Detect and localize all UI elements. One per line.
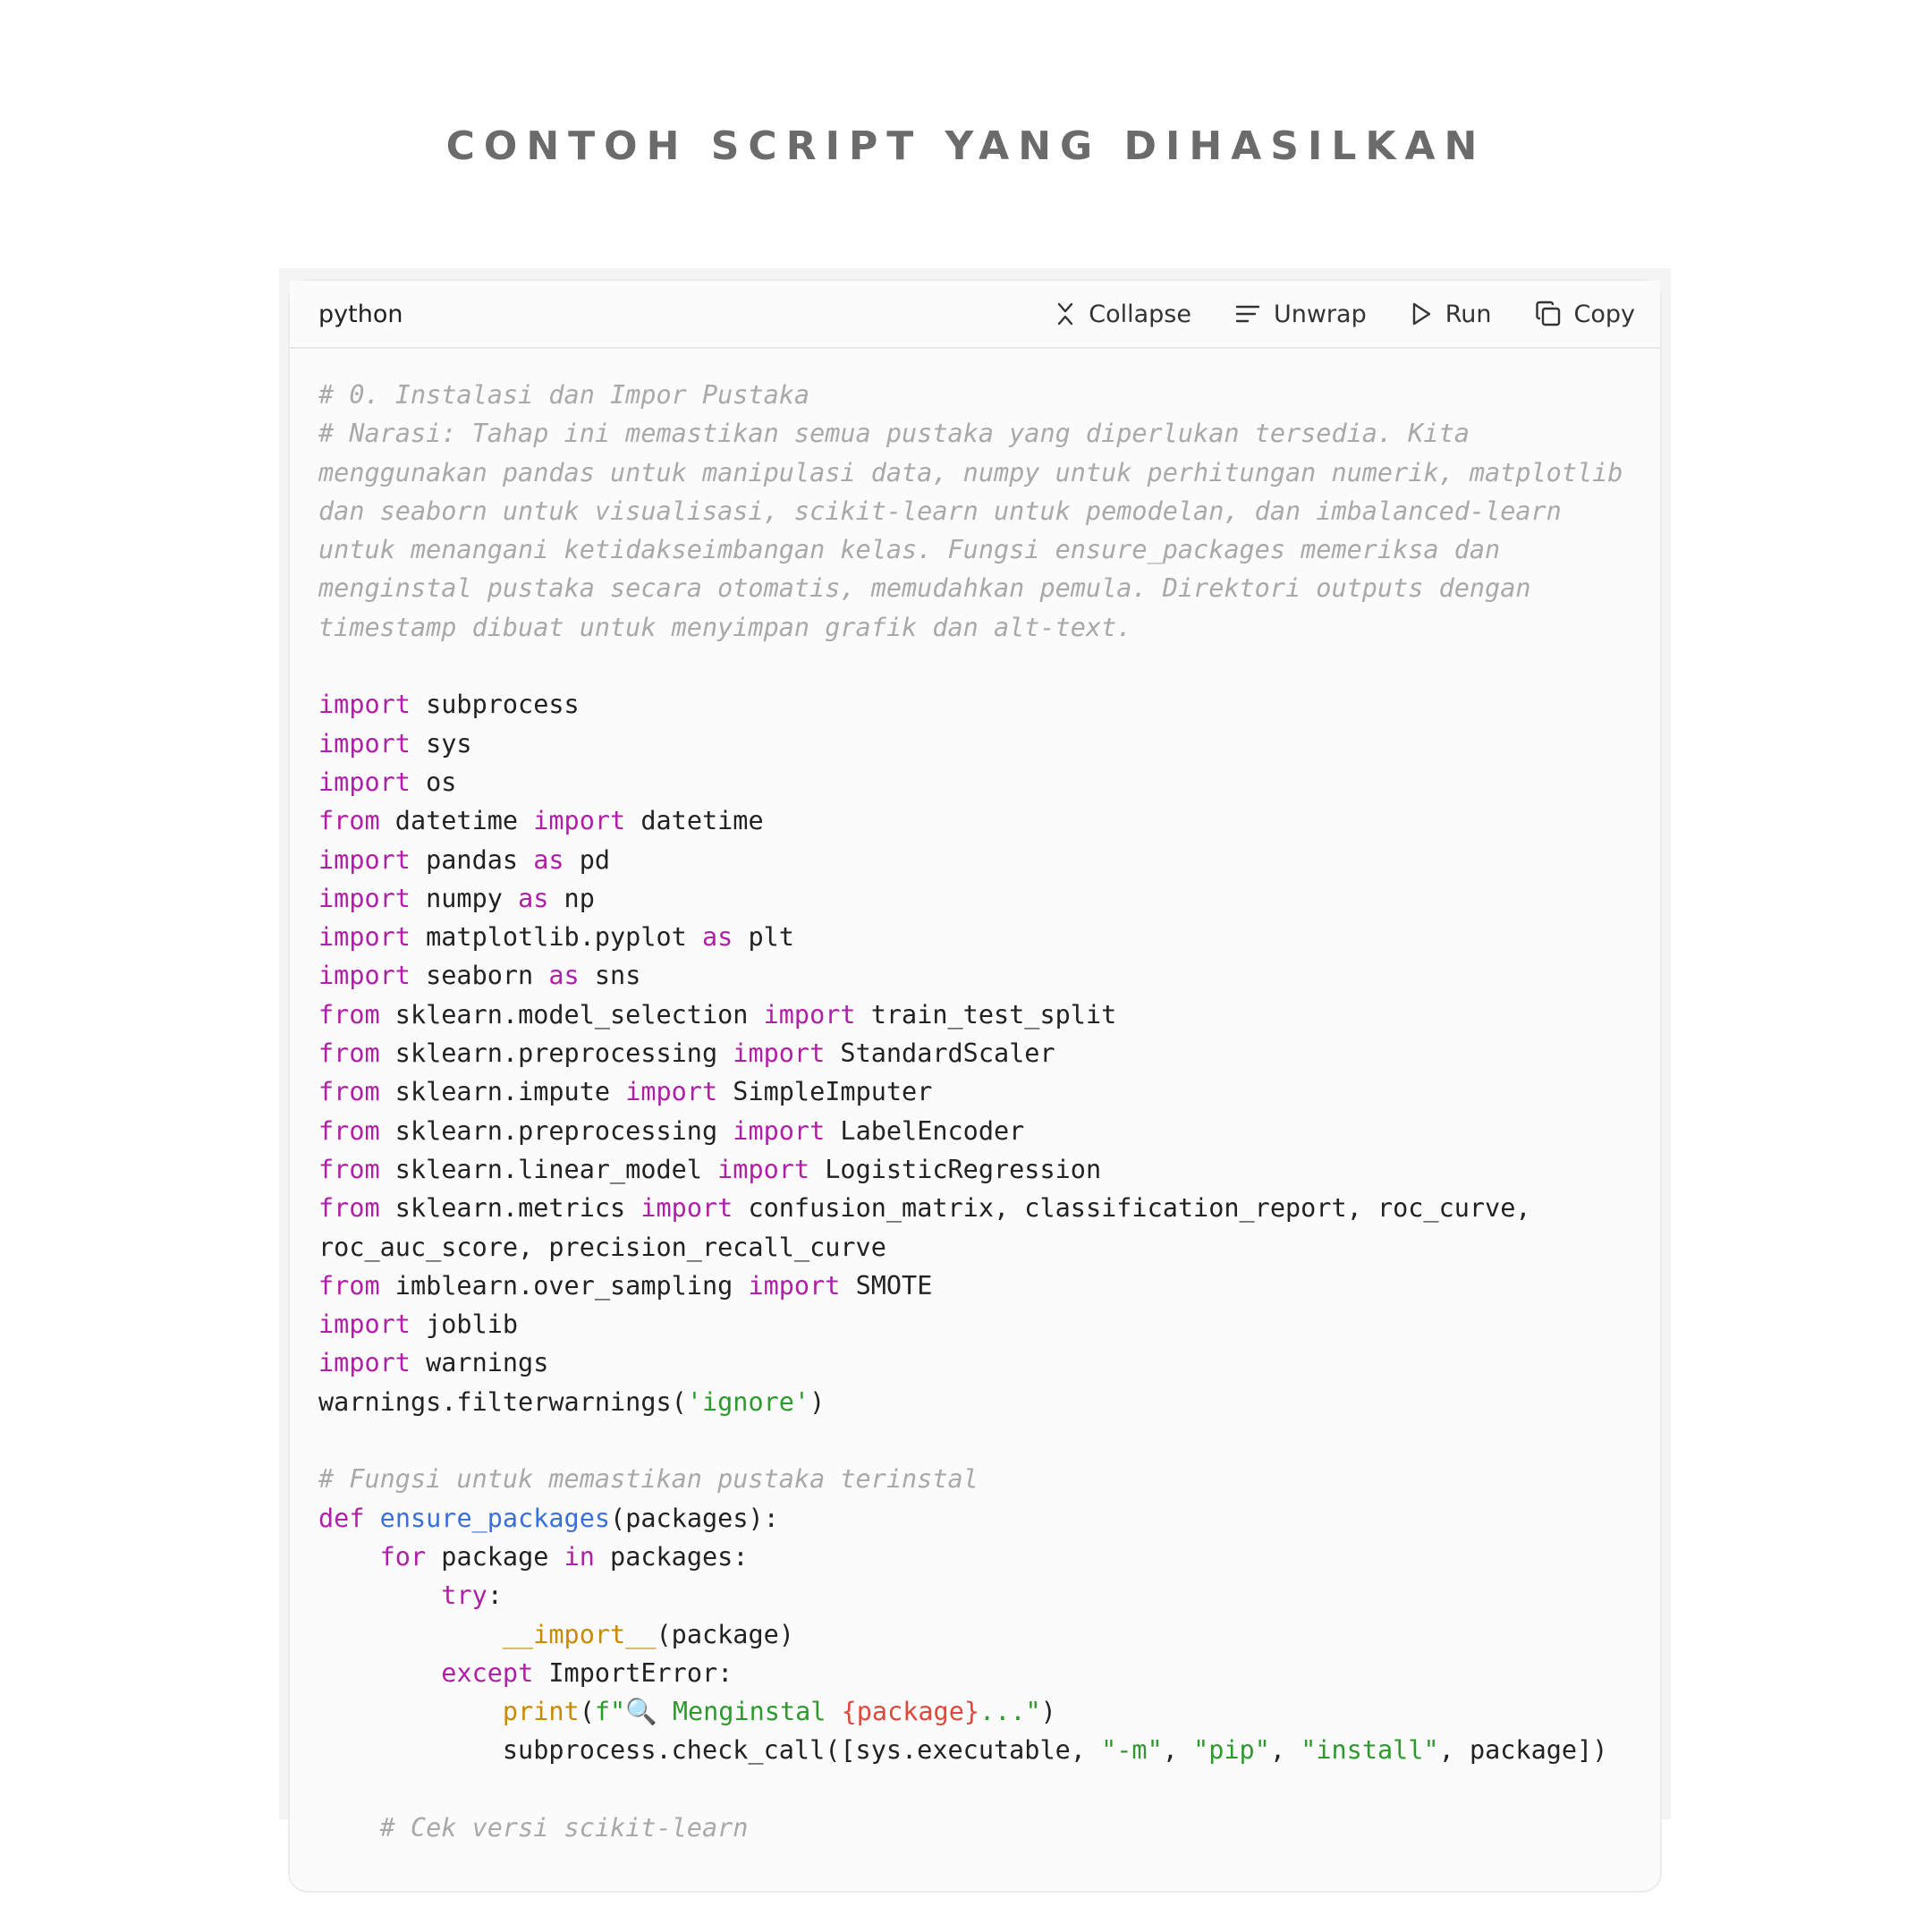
code-line	[318, 724, 1631, 763]
code-line	[318, 1692, 1631, 1731]
code-token: import	[318, 961, 411, 991]
copy-icon	[1535, 301, 1562, 327]
code-body	[290, 349, 1660, 1847]
code-line	[318, 1072, 1631, 1111]
code-token: menggunakan pandas untuk manipulasi data, numpy untuk perhitungan numerik, matplotlib	[318, 457, 1623, 487]
code-token: import	[717, 1154, 810, 1184]
code-token: (	[579, 1697, 595, 1727]
code-line	[318, 841, 1631, 879]
code-line	[318, 1383, 1631, 1421]
code-token: sys	[410, 728, 472, 758]
code-token: from	[318, 1270, 380, 1301]
code-token: ..."	[979, 1697, 1041, 1727]
code-token	[364, 1504, 379, 1533]
code-token: __import__	[502, 1619, 657, 1649]
code-line	[318, 608, 1631, 647]
code-token: from	[318, 1193, 380, 1224]
code-token: # Cek versi scikit-learn	[379, 1812, 749, 1843]
code-line	[318, 879, 1631, 918]
code-line	[318, 414, 1631, 453]
code-token: datetime	[379, 806, 534, 836]
code-token: f"🔍 Menginstal	[594, 1697, 842, 1727]
code-token: import	[318, 767, 411, 797]
code-token: "install"	[1301, 1735, 1439, 1766]
code-line	[318, 1228, 1631, 1267]
code-token: sklearn.preprocessing	[379, 1038, 733, 1069]
code-token: )	[809, 1386, 826, 1417]
code-token: ,	[1162, 1735, 1194, 1766]
code-token: timestamp dibuat untuk menyimpan grafik dan alt-text.	[318, 612, 1132, 642]
code-line	[318, 1343, 1631, 1382]
code-line	[318, 918, 1631, 956]
code-token: import	[318, 922, 411, 953]
code-token: untuk menangani ketidakseimbangan kelas. Fungsi ensure_packages memeriksa dan	[318, 535, 1501, 565]
code-token: from	[318, 1077, 380, 1107]
code-line	[318, 1538, 1631, 1576]
copy-button[interactable]	[1535, 301, 1636, 328]
code-token: import	[748, 1270, 841, 1301]
code-token: # 0. Instalasi dan Impor Pustaka	[318, 380, 810, 410]
code-token: LogisticRegression	[809, 1154, 1102, 1184]
code-token: "pip"	[1193, 1735, 1270, 1766]
unwrap-button[interactable]	[1234, 301, 1367, 328]
code-token: roc_auc_score, precision_recall_curve	[318, 1232, 886, 1262]
code-token: from	[318, 1115, 380, 1146]
code-line	[318, 492, 1631, 530]
collapse-icon	[1055, 301, 1076, 326]
code-token: )	[1040, 1697, 1056, 1727]
code-token: datetime	[625, 806, 764, 836]
code-line	[318, 1267, 1631, 1305]
code-line	[318, 1305, 1631, 1343]
run-label: Run	[1445, 300, 1492, 328]
collapse-label: Collapse	[1089, 300, 1191, 328]
code-token: ensure_packages	[379, 1503, 611, 1533]
code-line	[318, 1731, 1631, 1769]
code-token: packages:	[594, 1541, 749, 1572]
code-line	[318, 1615, 1631, 1654]
code-token: {package}	[841, 1697, 980, 1727]
code-line	[318, 1654, 1631, 1692]
code-token: import	[763, 999, 856, 1030]
code-token: (packages):	[610, 1503, 779, 1533]
code-line	[318, 685, 1631, 724]
code-token: sklearn.model_selection	[379, 999, 764, 1030]
code-token: import	[318, 1348, 411, 1378]
code-token: as	[548, 961, 580, 991]
code-token: for	[379, 1541, 427, 1572]
code-line	[318, 763, 1631, 801]
copy-label: Copy	[1573, 300, 1635, 328]
code-token: as	[533, 844, 564, 875]
unwrap-label: Unwrap	[1273, 300, 1367, 328]
code-line	[318, 1112, 1631, 1150]
code-line	[318, 376, 1631, 414]
code-token: print	[502, 1697, 580, 1727]
code-token: , package])	[1438, 1735, 1608, 1766]
code-token: # Fungsi untuk memastikan pustaka terinstal	[318, 1464, 979, 1495]
code-block-frame	[279, 268, 1671, 1843]
code-token: subprocess.check_call([sys.executable,	[318, 1735, 1102, 1766]
code-token: ,	[1269, 1735, 1301, 1766]
code-token: warnings	[410, 1348, 549, 1378]
code-line	[318, 1421, 1631, 1460]
code-token: try	[441, 1580, 487, 1611]
code-token: import	[733, 1038, 826, 1069]
code-token: sklearn.impute	[379, 1077, 626, 1107]
code-token	[318, 1658, 441, 1688]
code-content	[318, 376, 1631, 1847]
code-line	[318, 569, 1631, 607]
code-token: os	[410, 767, 457, 797]
code-token: pandas	[410, 844, 534, 875]
code-header	[290, 281, 1660, 349]
code-token: StandardScaler	[825, 1038, 1055, 1069]
code-line	[318, 1189, 1631, 1227]
page-title: CONTOH SCRIPT YANG DIHASILKAN	[445, 123, 1487, 169]
code-token: sns	[579, 961, 641, 991]
code-line	[318, 1770, 1631, 1809]
code-token: subprocess	[410, 690, 580, 720]
code-token: import	[318, 1309, 411, 1340]
code-token: from	[318, 806, 380, 836]
code-line	[318, 1499, 1631, 1538]
code-token: import	[318, 844, 411, 875]
code-token: np	[548, 883, 595, 913]
code-token: import	[733, 1115, 826, 1146]
code-token: "-m"	[1101, 1735, 1163, 1766]
code-line	[318, 1150, 1631, 1189]
code-line	[318, 801, 1631, 840]
code-token: import	[318, 690, 411, 720]
code-token: seaborn	[410, 961, 549, 991]
code-token: except	[441, 1657, 534, 1688]
code-line	[318, 530, 1631, 569]
code-token: confusion_matrix, classification_report, roc_curve,	[733, 1193, 1531, 1224]
code-token: matplotlib.pyplot	[410, 922, 702, 953]
code-token	[318, 1620, 503, 1649]
code-line	[318, 956, 1631, 995]
code-token: in	[564, 1541, 595, 1572]
code-token: import	[318, 728, 411, 758]
code-token: # Narasi: Tahap ini memastikan semua pustaka yang diperlukan tersedia. Kita	[318, 419, 1470, 449]
code-token: train_test_split	[855, 999, 1117, 1030]
code-token: import	[318, 883, 411, 913]
code-token: from	[318, 999, 380, 1030]
code-line	[318, 453, 1631, 492]
code-token: joblib	[410, 1309, 519, 1340]
code-token: import	[625, 1077, 718, 1107]
code-token: menginstal pustaka secara otomatis, memudahkan pemula. Direktori outputs dengan	[318, 573, 1531, 604]
language-label: python	[318, 300, 403, 328]
code-token: as	[518, 883, 549, 913]
code-line	[318, 996, 1631, 1034]
code-token	[318, 1580, 441, 1610]
code-token	[318, 1542, 380, 1572]
code-token: 'ignore'	[686, 1386, 810, 1417]
code-token: as	[701, 922, 733, 953]
code-token: ImportError:	[533, 1657, 733, 1688]
run-button[interactable]	[1410, 301, 1492, 328]
code-token: def	[318, 1503, 365, 1533]
code-token: SimpleImputer	[717, 1077, 933, 1107]
code-line	[318, 1809, 1631, 1847]
code-line	[318, 1460, 1631, 1498]
code-token: SMOTE	[840, 1270, 933, 1301]
code-token: import	[533, 806, 626, 836]
code-token: plt	[733, 922, 794, 953]
code-token: imblearn.over_sampling	[379, 1270, 749, 1301]
unwrap-icon	[1234, 303, 1261, 325]
code-block	[288, 279, 1662, 1893]
code-token: :	[487, 1580, 503, 1611]
code-line	[318, 647, 1631, 685]
code-token: warnings.filterwarnings(	[318, 1386, 687, 1417]
code-token	[318, 1813, 380, 1843]
code-token	[318, 1697, 503, 1726]
code-token: dan seaborn untuk visualisasi, scikit-learn untuk pemodelan, dan imbalanced-learn	[318, 496, 1562, 526]
code-token: numpy	[410, 883, 519, 913]
play-icon	[1410, 301, 1433, 326]
code-line	[318, 1034, 1631, 1072]
code-token: package	[426, 1541, 564, 1572]
code-token: sklearn.linear_model	[379, 1154, 718, 1184]
code-line	[318, 1576, 1631, 1614]
code-token: pd	[564, 844, 611, 875]
code-token: import	[640, 1193, 733, 1224]
code-token: sklearn.preprocessing	[379, 1115, 733, 1146]
collapse-button[interactable]	[1055, 301, 1191, 328]
code-token: (package)	[656, 1619, 794, 1649]
code-token: sklearn.metrics	[379, 1193, 641, 1224]
code-token: from	[318, 1038, 380, 1069]
code-token: from	[318, 1154, 380, 1184]
code-token: LabelEncoder	[825, 1115, 1025, 1146]
